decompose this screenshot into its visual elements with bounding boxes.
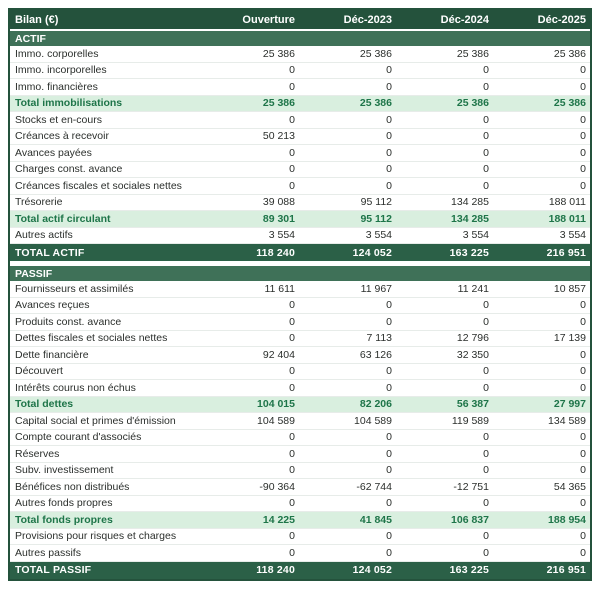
row-label: Dette financière <box>15 348 89 361</box>
cell-value: 0 <box>580 299 586 312</box>
cell-value: 0 <box>580 530 586 543</box>
cell-value: -12 751 <box>453 480 489 493</box>
cell-value: 14 225 <box>262 513 295 526</box>
row-label: Avances reçues <box>15 299 90 312</box>
cell-value: 0 <box>580 113 586 126</box>
cell-value: 0 <box>483 497 489 510</box>
row-label: Bénéfices non distribués <box>15 480 130 493</box>
cell-value: 0 <box>386 464 392 477</box>
cell-value: 0 <box>289 381 295 394</box>
table-row <box>10 430 590 447</box>
table-row <box>10 79 590 96</box>
table-row <box>10 211 590 228</box>
cell-value: 0 <box>580 546 586 559</box>
cell-value: 0 <box>289 497 295 510</box>
table-body <box>10 31 590 579</box>
row-label: Fournisseurs et assimilés <box>15 282 134 295</box>
cell-value: 0 <box>580 64 586 77</box>
cell-value: 0 <box>289 163 295 176</box>
cell-value: 106 837 <box>451 513 489 526</box>
row-label: Provisions pour risques et charges <box>15 530 177 543</box>
row-label: TOTAL PASSIF <box>15 564 92 576</box>
cell-value: 0 <box>386 365 392 378</box>
cell-value: 89 301 <box>262 212 295 225</box>
column-header-dec-2024: Déc-2024 <box>440 13 489 26</box>
cell-value: 134 285 <box>451 212 489 225</box>
cell-value: 0 <box>483 113 489 126</box>
cell-value: 0 <box>386 546 392 559</box>
cell-value: 0 <box>483 546 489 559</box>
cell-value: 188 011 <box>548 212 586 225</box>
cell-value: 216 951 <box>546 246 586 259</box>
cell-value: 0 <box>483 130 489 143</box>
row-label: Découvert <box>15 365 63 378</box>
table-row <box>10 364 590 381</box>
cell-value: 95 112 <box>360 196 392 209</box>
table-title: Bilan (€) <box>15 13 59 26</box>
cell-value: 0 <box>483 464 489 477</box>
cell-value: 0 <box>289 464 295 477</box>
cell-value: 0 <box>289 299 295 312</box>
cell-value: 0 <box>386 530 392 543</box>
column-header-dec-2025: Déc-2025 <box>537 13 586 26</box>
section-band-actif <box>10 31 590 46</box>
cell-value: 0 <box>386 299 392 312</box>
table-row <box>10 397 590 414</box>
cell-value: 0 <box>386 315 392 328</box>
cell-value: 0 <box>580 497 586 510</box>
cell-value: 25 386 <box>359 97 392 110</box>
cell-value: -62 744 <box>356 480 392 493</box>
column-header-ouverture: Ouverture <box>242 13 295 26</box>
cell-value: 0 <box>289 179 295 192</box>
cell-value: 32 350 <box>456 348 489 361</box>
cell-value: 188 011 <box>548 196 586 209</box>
table-row <box>10 145 590 162</box>
cell-value: 25 386 <box>553 47 586 60</box>
row-label: Immo. corporelles <box>15 47 99 60</box>
cell-value: 0 <box>289 315 295 328</box>
table-row <box>10 562 590 579</box>
row-label: Produits const. avance <box>15 315 122 328</box>
cell-value: 0 <box>580 381 586 394</box>
cell-value: 25 386 <box>359 47 392 60</box>
table-row <box>10 281 590 298</box>
cell-value: 11 611 <box>264 282 295 295</box>
cell-value: 0 <box>580 365 586 378</box>
cell-value: 56 387 <box>456 398 489 411</box>
cell-value: 25 386 <box>456 97 489 110</box>
cell-value: 0 <box>386 381 392 394</box>
cell-value: 104 589 <box>354 414 392 427</box>
row-label: Dettes fiscales et sociales nettes <box>15 332 168 345</box>
cell-value: 0 <box>483 315 489 328</box>
cell-value: 0 <box>580 163 586 176</box>
cell-value: 0 <box>289 447 295 460</box>
cell-value: 0 <box>483 530 489 543</box>
cell-value: 95 112 <box>360 212 392 225</box>
cell-value: 11 967 <box>360 282 392 295</box>
table-row <box>10 446 590 463</box>
row-label: Total fonds propres <box>15 513 113 526</box>
cell-value: 0 <box>386 179 392 192</box>
cell-value: 0 <box>386 447 392 460</box>
row-label: Immo. incorporelles <box>15 64 107 77</box>
cell-value: 0 <box>289 431 295 444</box>
table-header-row <box>10 10 590 29</box>
cell-value: 0 <box>483 431 489 444</box>
row-label: Autres passifs <box>15 546 81 559</box>
cell-value: 10 857 <box>553 282 586 295</box>
cell-value: 39 088 <box>262 196 295 209</box>
row-label: Capital social et primes d'émission <box>15 414 176 427</box>
cell-value: 3 554 <box>268 229 295 242</box>
cell-value: 0 <box>483 64 489 77</box>
table-row <box>10 228 590 245</box>
row-label: Intérêts courus non échus <box>15 381 136 394</box>
table-row <box>10 178 590 195</box>
cell-value: 0 <box>386 497 392 510</box>
cell-value: 0 <box>483 365 489 378</box>
row-label: Autres fonds propres <box>15 497 113 510</box>
cell-value: 0 <box>386 146 392 159</box>
cell-value: 0 <box>386 80 392 93</box>
cell-value: 92 404 <box>262 348 295 361</box>
cell-value: 163 225 <box>449 564 489 576</box>
cell-value: 0 <box>483 163 489 176</box>
cell-value: 0 <box>289 64 295 77</box>
row-label: Total dettes <box>15 398 74 411</box>
cell-value: 25 386 <box>553 97 586 110</box>
cell-value: 0 <box>386 113 392 126</box>
cell-value: 0 <box>386 163 392 176</box>
cell-value: 25 386 <box>262 47 295 60</box>
cell-value: 0 <box>580 348 586 361</box>
cell-value: 12 796 <box>456 332 489 345</box>
table-row <box>10 195 590 212</box>
table-row <box>10 479 590 496</box>
row-label: Créances à recevoir <box>15 130 109 143</box>
table-row <box>10 347 590 364</box>
cell-value: 0 <box>483 447 489 460</box>
table-row <box>10 298 590 315</box>
cell-value: 0 <box>580 179 586 192</box>
cell-value: 25 386 <box>456 47 489 60</box>
cell-value: 0 <box>289 530 295 543</box>
cell-value: 0 <box>386 130 392 143</box>
cell-value: 0 <box>483 146 489 159</box>
row-label: Autres actifs <box>15 229 73 242</box>
cell-value: 124 052 <box>352 246 392 259</box>
cell-value: 0 <box>580 80 586 93</box>
cell-value: 41 845 <box>359 513 392 526</box>
cell-value: 0 <box>580 464 586 477</box>
cell-value: 50 213 <box>262 130 295 143</box>
table-row <box>10 112 590 129</box>
cell-value: 0 <box>386 431 392 444</box>
cell-value: 63 126 <box>359 348 392 361</box>
row-label: Réserves <box>15 447 60 460</box>
table-row <box>10 380 590 397</box>
cell-value: 0 <box>386 64 392 77</box>
table-row <box>10 496 590 513</box>
cell-value: 0 <box>580 315 586 328</box>
cell-value: 3 554 <box>365 229 392 242</box>
cell-value: 82 206 <box>359 398 392 411</box>
cell-value: 54 365 <box>553 480 586 493</box>
cell-value: 0 <box>580 431 586 444</box>
cell-value: 124 052 <box>352 564 392 576</box>
section-band-label: PASSIF <box>15 267 53 280</box>
table-row <box>10 413 590 430</box>
row-label: Immo. financières <box>15 80 98 93</box>
cell-value: 11 241 <box>457 282 489 295</box>
cell-value: 104 589 <box>257 414 295 427</box>
cell-value: 0 <box>289 113 295 126</box>
table-row <box>10 63 590 80</box>
row-label: Avances payées <box>15 146 92 159</box>
table-row <box>10 129 590 146</box>
cell-value: 0 <box>483 179 489 192</box>
cell-value: 0 <box>580 447 586 460</box>
cell-value: 25 386 <box>262 97 295 110</box>
cell-value: 134 285 <box>451 196 489 209</box>
cell-value: 3 554 <box>462 229 489 242</box>
cell-value: 0 <box>580 130 586 143</box>
cell-value: 0 <box>483 80 489 93</box>
cell-value: 188 954 <box>548 513 586 526</box>
cell-value: 7 113 <box>366 332 392 345</box>
cell-value: 134 589 <box>548 414 586 427</box>
table-row <box>10 96 590 113</box>
cell-value: 0 <box>483 381 489 394</box>
row-label: Total immobilisations <box>15 97 123 110</box>
cell-value: 0 <box>289 332 295 345</box>
table-row <box>10 314 590 331</box>
table-row <box>10 162 590 179</box>
row-label: Stocks et en-cours <box>15 113 102 126</box>
cell-value: -90 364 <box>259 480 295 493</box>
cell-value: 118 240 <box>256 246 295 259</box>
cell-value: 163 225 <box>449 246 489 259</box>
row-label: Compte courant d'associés <box>15 431 142 444</box>
cell-value: 27 997 <box>553 398 586 411</box>
cell-value: 119 589 <box>451 414 489 427</box>
section-band-passif <box>10 266 590 281</box>
row-label: Total actif circulant <box>15 212 111 225</box>
table-row <box>10 512 590 529</box>
row-label: Trésorerie <box>15 196 63 209</box>
cell-value: 216 951 <box>546 564 586 576</box>
table-row <box>10 545 590 562</box>
row-label: Charges const. avance <box>15 163 123 176</box>
cell-value: 3 554 <box>559 229 586 242</box>
cell-value: 0 <box>289 146 295 159</box>
cell-value: 0 <box>289 80 295 93</box>
section-band-label: ACTIF <box>15 32 46 45</box>
table-row <box>10 331 590 348</box>
cell-value: 0 <box>289 365 295 378</box>
cell-value: 0 <box>483 299 489 312</box>
cell-value: 0 <box>580 146 586 159</box>
table-row <box>10 463 590 480</box>
cell-value: 17 139 <box>553 332 586 345</box>
row-label: Subv. investissement <box>15 464 114 477</box>
cell-value: 104 015 <box>257 398 295 411</box>
cell-value: 0 <box>289 546 295 559</box>
table-row <box>10 529 590 546</box>
row-label: TOTAL ACTIF <box>15 246 85 259</box>
balance-sheet-table <box>8 8 592 581</box>
cell-value: 118 240 <box>256 564 295 576</box>
table-row <box>10 46 590 63</box>
column-header-dec-2023: Déc-2023 <box>343 13 392 26</box>
table-row <box>10 244 590 261</box>
row-label: Créances fiscales et sociales nettes <box>15 179 182 192</box>
